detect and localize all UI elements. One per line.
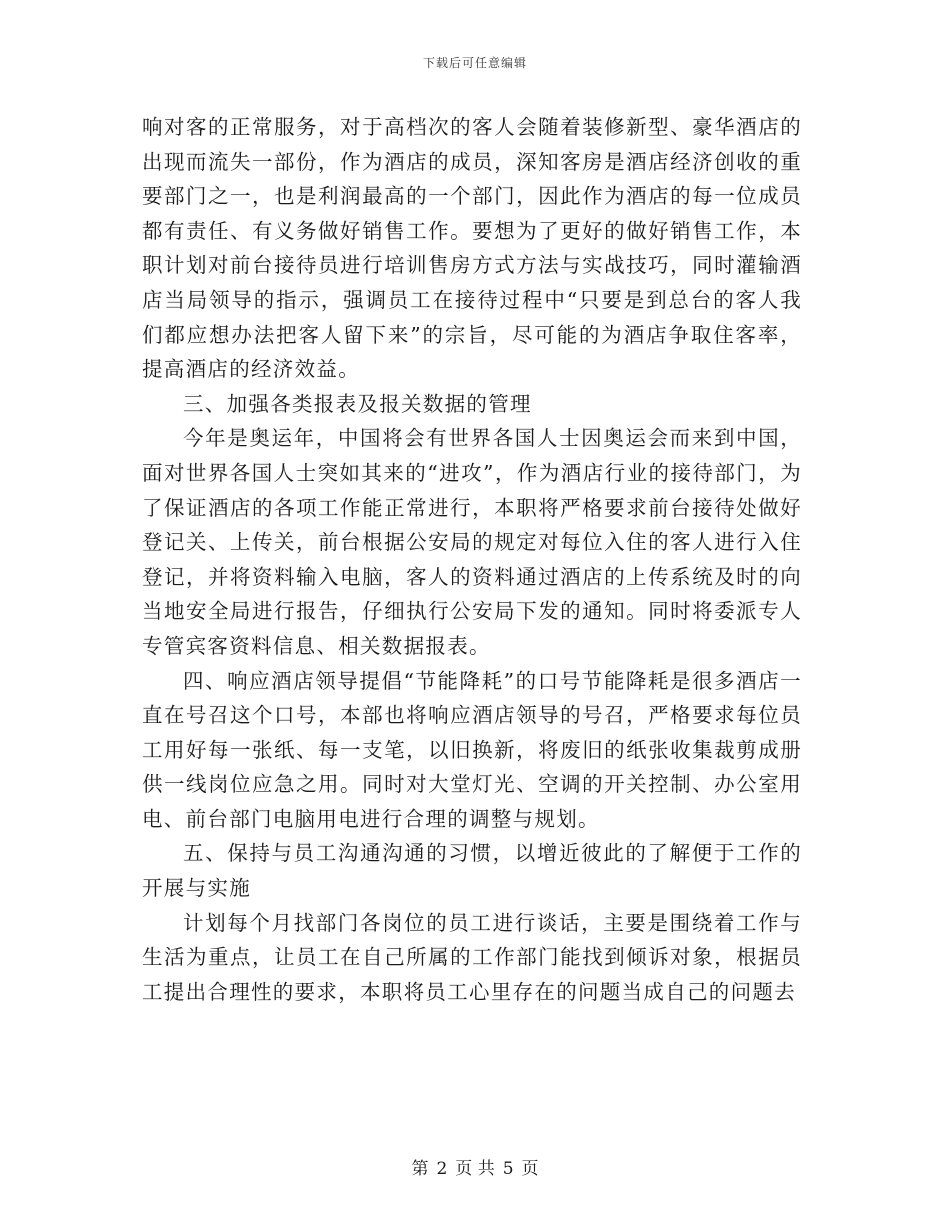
total-pages-number: 5 bbox=[502, 1159, 514, 1179]
page-footer bbox=[0, 1154, 950, 1179]
document-body bbox=[142, 110, 802, 1009]
paragraph-section-3: 今年是奥运年，中国将会有世界各国人士因奥运会而来到中国，面对世界各国人士突如其来的“进攻”，作为酒店行业的接待部门，为了保证酒店的各项工作能正常进行，本职将严格要求前台接待处做好登记关、上传关，前台根据公安局的规定对每位入住的客人进行入住登记，并将资料输入电脑，客人的资料通过酒店的上传系统及时的向当地安全局进行报告，仔细执行公安局下发的通知。同时将委派专人专管宾客资料信息、相关数据报表。 bbox=[142, 426, 802, 658]
current-page-number: 2 bbox=[436, 1159, 448, 1179]
footer-prefix: 第 bbox=[411, 1159, 429, 1179]
section-heading-5: 五、保持与员工沟通沟通的习惯，以增近彼此的了解便于工作的开展与实施 bbox=[142, 841, 802, 901]
paragraph-section-5: 计划每个月找部门各岗位的员工进行谈话，主要是围绕着工作与生活为重点，让员工在自己所属的工作部门能找到倾诉对象，根据员工提出合理性的要求，本职将员工心里存在的问题当成自己的问题去 bbox=[142, 910, 802, 1004]
paragraph-section-4: 四、响应酒店领导提倡“节能降耗”的口号节能降耗是很多酒店一直在号召这个口号，本部也将响应酒店领导的号召，严格要求每位员工用好每一张纸、每一支笔，以旧换新，将废旧的纸张收集裁剪成册供一线岗位应急之用。同时对大堂灯光、空调的开关控制、办公室用电、前台部门电脑用电进行合理的调整与规划。 bbox=[142, 668, 802, 831]
footer-middle: 页 共 bbox=[455, 1159, 495, 1179]
section-heading-3: 三、加强各类报表及报关数据的管理 bbox=[183, 391, 532, 416]
footer-suffix: 页 bbox=[521, 1159, 539, 1179]
page-header: 下载后可任意编辑 bbox=[422, 56, 527, 70]
paragraph-continuation: 响对客的正常服务，对于高档次的客人会随着装修新型、豪华酒店的出现而流失一部份，作为酒店的成员，深知客房是酒店经济创收的重要部门之一，也是利润最高的一个部门，因此作为酒店的每一位成员都有责任、有义务做好销售工作。要想为了更好的做好销售工作，本职计划对前台接待员进行培训售房方式方法与实战技巧，同时灌输酒店当局领导的指示，强调员工在接待过程中“只要是到总台的客人我们都应想办法把客人留下来”的宗旨，尽可能的为酒店争取住客率，提高酒店的经济效益。 bbox=[142, 115, 802, 382]
